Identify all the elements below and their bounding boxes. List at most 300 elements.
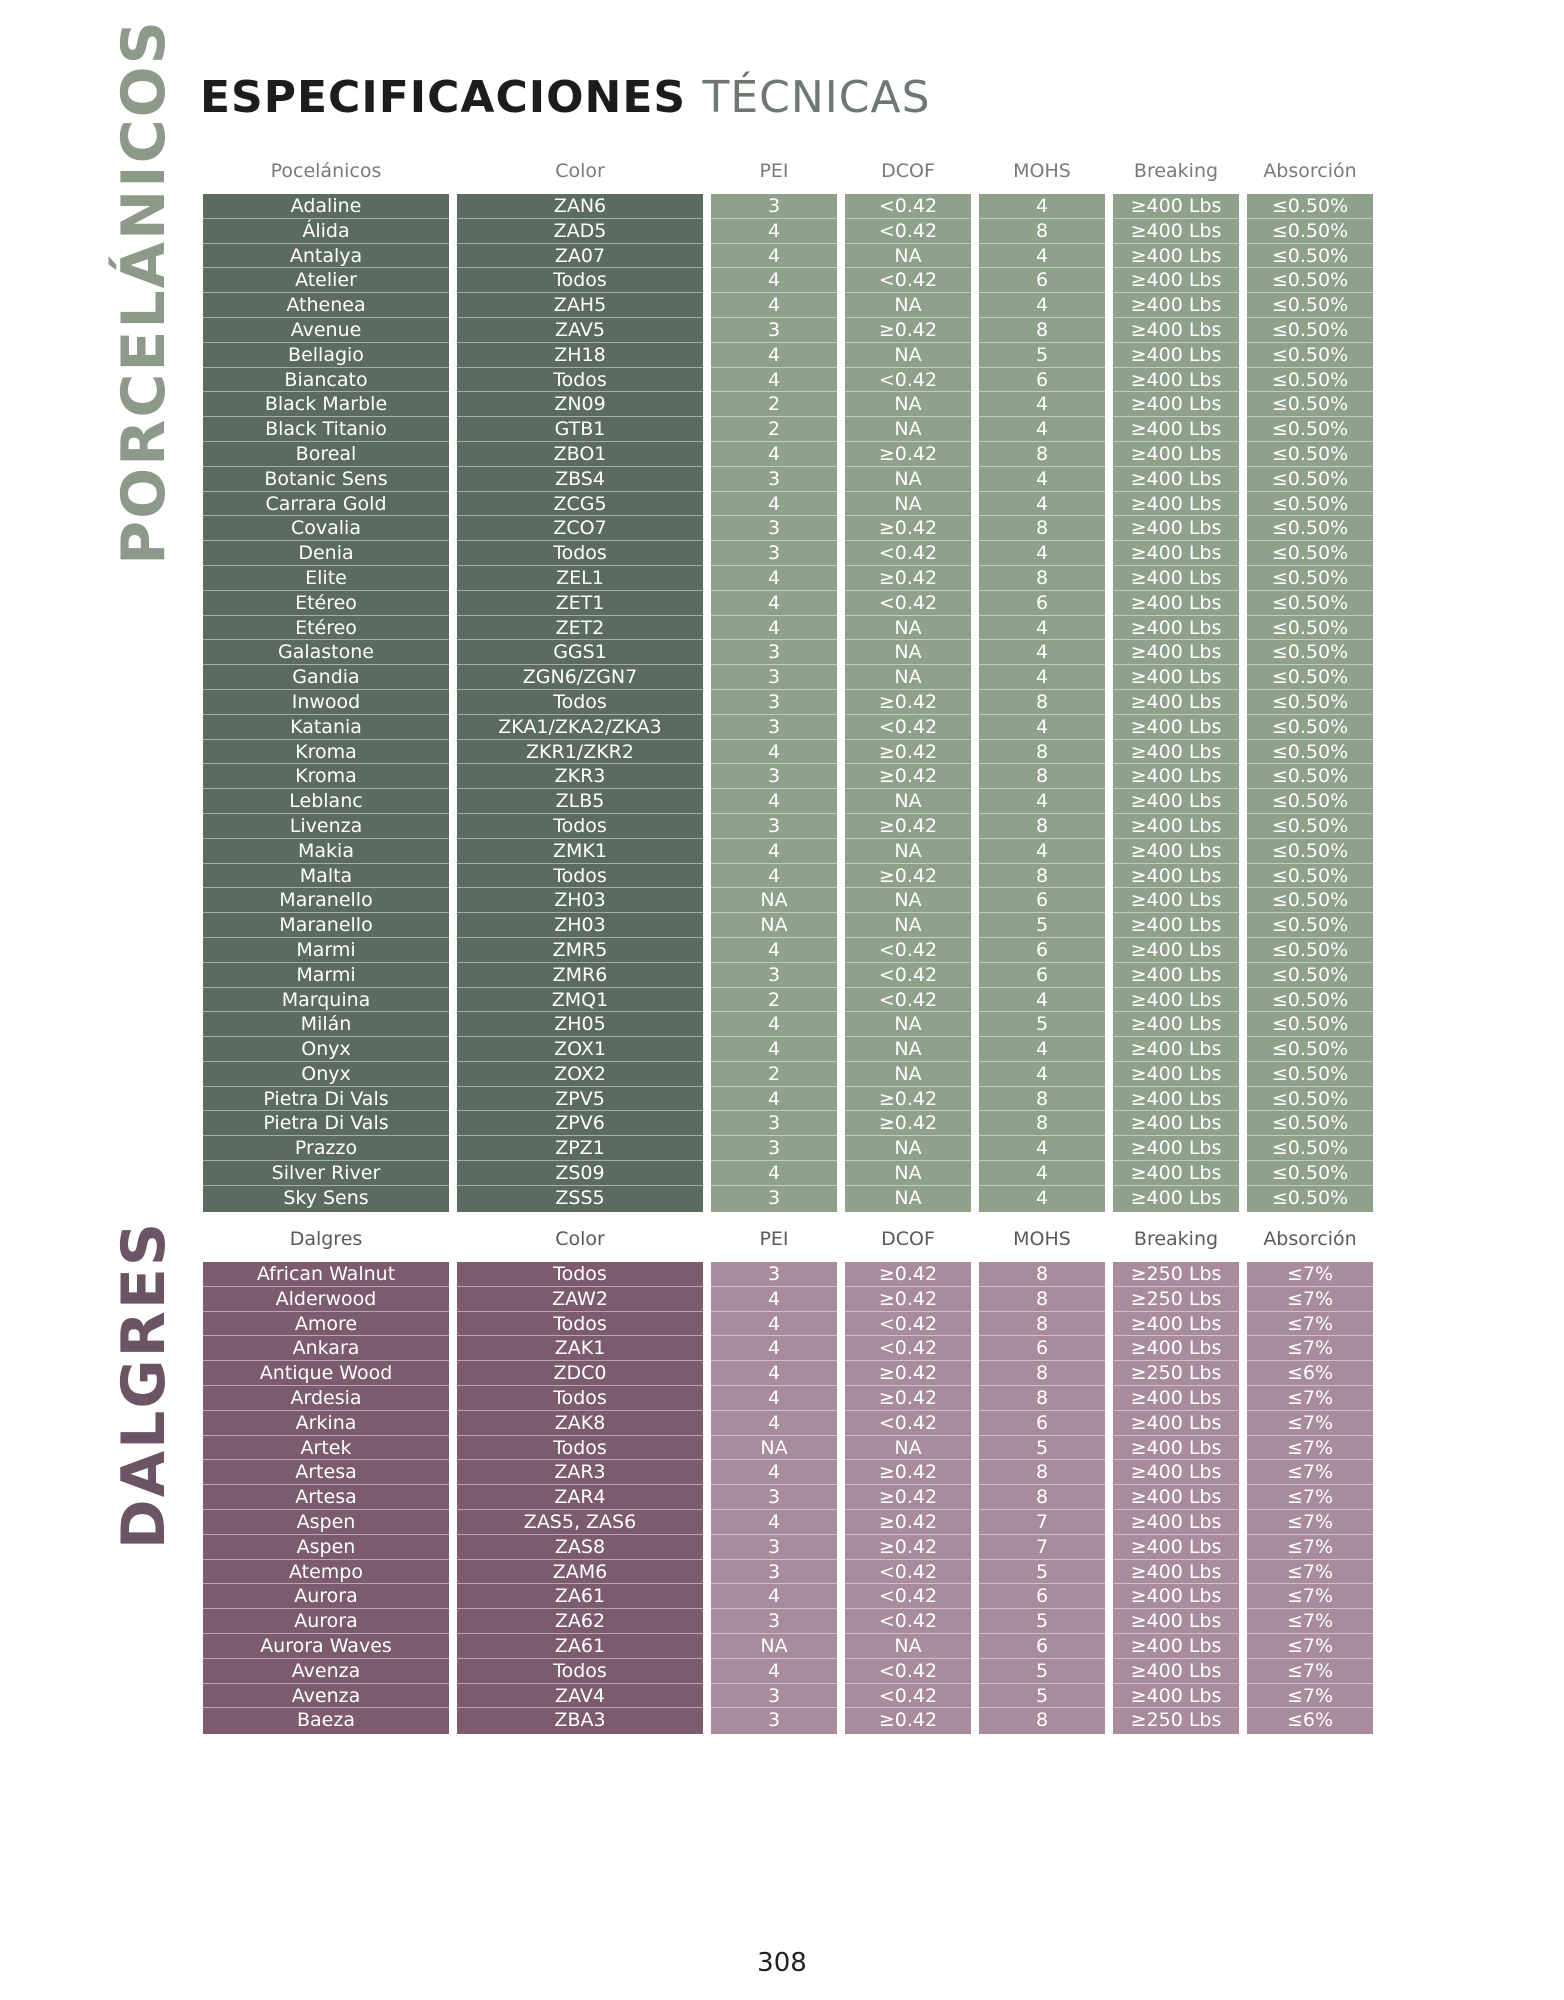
cell-absorcion: ≤7% [1247,1584,1373,1609]
cell-breaking: ≥400 Lbs [1113,516,1239,541]
cell-breaking: ≥400 Lbs [1113,1560,1239,1585]
cell-color: ZAK1 [457,1336,703,1361]
cell-name: Prazzo [203,1136,449,1161]
cell-breaking: ≥400 Lbs [1113,343,1239,368]
cell-name: Kroma [203,764,449,789]
cell-dcof: NA [845,1161,971,1186]
cell-color: Todos [457,268,703,293]
cell-pei: 4 [711,368,837,393]
table-row [203,318,1381,343]
column-header-mohs: MOHS [1013,1228,1071,1250]
cell-dcof: <0.42 [845,1336,971,1361]
cell-name: Leblanc [203,789,449,814]
cell-pei: 3 [711,541,837,566]
cell-absorcion: ≤0.50% [1247,268,1373,293]
cell-breaking: ≥400 Lbs [1113,318,1239,343]
cell-dcof: ≥0.42 [845,764,971,789]
table-row [203,740,1381,765]
cell-dcof: NA [845,293,971,318]
dalgres-side-label: DALGRES [109,1220,179,1550]
cell-mohs: 8 [979,318,1105,343]
page-title [200,72,931,123]
cell-color: ZBO1 [457,442,703,467]
cell-color: ZPV5 [457,1087,703,1112]
cell-dcof: <0.42 [845,268,971,293]
cell-dcof: NA [845,392,971,417]
cell-color: ZSS5 [457,1186,703,1212]
cell-color: ZAH5 [457,293,703,318]
cell-pei: NA [711,913,837,938]
cell-breaking: ≥400 Lbs [1113,814,1239,839]
dalgres-rows [203,1262,1381,1733]
cell-absorcion: ≤0.50% [1247,244,1373,269]
cell-breaking: ≥400 Lbs [1113,988,1239,1013]
cell-dcof: ≥0.42 [845,1386,971,1411]
cell-dcof: NA [845,913,971,938]
cell-pei: 4 [711,343,837,368]
cell-pei: 4 [711,938,837,963]
table-row [203,566,1381,591]
cell-color: ZH03 [457,913,703,938]
cell-name: Galastone [203,640,449,665]
cell-mohs: 5 [979,1560,1105,1585]
cell-absorcion: ≤0.50% [1247,640,1373,665]
cell-color: Todos [457,1262,703,1287]
cell-breaking: ≥400 Lbs [1113,864,1239,889]
cell-absorcion: ≤0.50% [1247,715,1373,740]
cell-mohs: 4 [979,665,1105,690]
column-header-pei: PEI [759,1228,789,1250]
table-row [203,1708,1381,1733]
cell-pei: 4 [711,1037,837,1062]
table-row [203,1361,1381,1386]
table-row [203,640,1381,665]
table-row [203,1186,1381,1211]
cell-dcof: NA [845,1062,971,1087]
cell-dcof: ≥0.42 [845,1287,971,1312]
cell-absorcion: ≤7% [1247,1336,1373,1361]
cell-absorcion: ≤0.50% [1247,392,1373,417]
table-row [203,343,1381,368]
cell-name: Onyx [203,1062,449,1087]
cell-name: Ankara [203,1336,449,1361]
cell-absorcion: ≤0.50% [1247,888,1373,913]
column-header-dcof: DCOF [881,160,935,182]
cell-dcof: <0.42 [845,194,971,219]
cell-color: ZKA1/ZKA2/ZKA3 [457,715,703,740]
table-row [203,1411,1381,1436]
cell-dcof: ≥0.42 [845,1708,971,1734]
cell-color: Todos [457,1436,703,1461]
cell-color: ZOX1 [457,1037,703,1062]
cell-absorcion: ≤0.50% [1247,740,1373,765]
cell-mohs: 8 [979,1312,1105,1337]
cell-breaking: ≥400 Lbs [1113,1634,1239,1659]
cell-dcof: <0.42 [845,1312,971,1337]
cell-absorcion: ≤0.50% [1247,343,1373,368]
cell-name: Avenza [203,1659,449,1684]
cell-dcof: ≥0.42 [845,318,971,343]
table-row [203,392,1381,417]
cell-pei: 4 [711,740,837,765]
cell-pei: 2 [711,1062,837,1087]
cell-mohs: 6 [979,938,1105,963]
cell-dcof: ≥0.42 [845,1460,971,1485]
cell-color: ZH05 [457,1012,703,1037]
cell-dcof: NA [845,343,971,368]
table-row [203,913,1381,938]
cell-absorcion: ≤0.50% [1247,839,1373,864]
cell-breaking: ≥400 Lbs [1113,194,1239,219]
cell-dcof: NA [845,665,971,690]
cell-name: Pietra Di Vals [203,1087,449,1112]
cell-absorcion: ≤7% [1247,1609,1373,1634]
dalgres-table [203,1218,1381,1733]
cell-pei: 4 [711,864,837,889]
cell-breaking: ≥400 Lbs [1113,1087,1239,1112]
cell-breaking: ≥400 Lbs [1113,492,1239,517]
cell-dcof: ≥0.42 [845,690,971,715]
cell-absorcion: ≤0.50% [1247,368,1373,393]
cell-absorcion: ≤0.50% [1247,988,1373,1013]
cell-color: ZAV4 [457,1684,703,1709]
cell-breaking: ≥400 Lbs [1113,1161,1239,1186]
table-row [203,293,1381,318]
cell-color: ZBA3 [457,1708,703,1734]
cell-name: Aspen [203,1535,449,1560]
cell-mohs: 5 [979,1012,1105,1037]
cell-pei: 3 [711,194,837,219]
cell-color: ZA62 [457,1609,703,1634]
table-row [203,1584,1381,1609]
cell-pei: 4 [711,1510,837,1535]
cell-breaking: ≥400 Lbs [1113,1684,1239,1709]
cell-pei: 4 [711,244,837,269]
cell-pei: 3 [711,1560,837,1585]
cell-pei: 4 [711,566,837,591]
cell-mohs: 8 [979,1111,1105,1136]
cell-absorcion: ≤0.50% [1247,616,1373,641]
cell-dcof: NA [845,1186,971,1212]
cell-color: Todos [457,864,703,889]
table-row [203,442,1381,467]
cell-absorcion: ≤0.50% [1247,1111,1373,1136]
cell-breaking: ≥400 Lbs [1113,1136,1239,1161]
cell-absorcion: ≤0.50% [1247,764,1373,789]
cell-dcof: NA [845,839,971,864]
cell-pei: 4 [711,1312,837,1337]
cell-pei: 4 [711,1361,837,1386]
cell-breaking: ≥400 Lbs [1113,1386,1239,1411]
cell-mohs: 5 [979,343,1105,368]
cell-pei: 3 [711,814,837,839]
cell-breaking: ≥400 Lbs [1113,1535,1239,1560]
table-row [203,1062,1381,1087]
cell-dcof: NA [845,1012,971,1037]
cell-name: Kroma [203,740,449,765]
cell-dcof: ≥0.42 [845,1111,971,1136]
cell-name: Amore [203,1312,449,1337]
cell-name: Aspen [203,1510,449,1535]
cell-breaking: ≥400 Lbs [1113,293,1239,318]
cell-absorcion: ≤0.50% [1247,417,1373,442]
cell-absorcion: ≤6% [1247,1708,1373,1734]
column-header-name: Pocelánicos [270,160,382,182]
cell-color: ZH03 [457,888,703,913]
cell-pei: 3 [711,1111,837,1136]
cell-absorcion: ≤0.50% [1247,1186,1373,1212]
cell-color: ZPZ1 [457,1136,703,1161]
cell-name: Artesa [203,1460,449,1485]
cell-mohs: 8 [979,1087,1105,1112]
cell-breaking: ≥400 Lbs [1113,1312,1239,1337]
cell-dcof: ≥0.42 [845,566,971,591]
cell-mohs: 6 [979,1584,1105,1609]
cell-mohs: 8 [979,442,1105,467]
cell-mohs: 5 [979,1436,1105,1461]
cell-mohs: 8 [979,740,1105,765]
cell-color: ZKR3 [457,764,703,789]
cell-dcof: NA [845,1037,971,1062]
porcelanicos-header-row [203,150,1381,192]
cell-dcof: <0.42 [845,219,971,244]
cell-pei: 3 [711,640,837,665]
table-row [203,963,1381,988]
cell-pei: 3 [711,1535,837,1560]
cell-pei: 3 [711,665,837,690]
cell-breaking: ≥400 Lbs [1113,1336,1239,1361]
table-row [203,1436,1381,1461]
cell-mohs: 4 [979,1062,1105,1087]
cell-color: ZAR4 [457,1485,703,1510]
cell-color: ZET2 [457,616,703,641]
cell-breaking: ≥250 Lbs [1113,1708,1239,1734]
cell-name: Marmi [203,938,449,963]
cell-dcof: ≥0.42 [845,864,971,889]
cell-color: Todos [457,1386,703,1411]
cell-pei: 4 [711,1336,837,1361]
table-row [203,988,1381,1013]
cell-mohs: 6 [979,963,1105,988]
cell-breaking: ≥400 Lbs [1113,740,1239,765]
cell-name: Arkina [203,1411,449,1436]
cell-pei: 2 [711,417,837,442]
cell-name: Avenza [203,1684,449,1709]
cell-name: Denia [203,541,449,566]
cell-name: Botanic Sens [203,467,449,492]
table-row [203,1485,1381,1510]
cell-pei: 4 [711,1287,837,1312]
cell-absorcion: ≤0.50% [1247,442,1373,467]
cell-color: ZDC0 [457,1361,703,1386]
cell-breaking: ≥400 Lbs [1113,1510,1239,1535]
cell-breaking: ≥400 Lbs [1113,640,1239,665]
cell-mohs: 6 [979,368,1105,393]
table-row [203,1087,1381,1112]
cell-dcof: ≥0.42 [845,516,971,541]
cell-mohs: 4 [979,417,1105,442]
cell-pei: 4 [711,1460,837,1485]
table-row [203,268,1381,293]
cell-breaking: ≥400 Lbs [1113,1411,1239,1436]
cell-dcof: <0.42 [845,541,971,566]
cell-mohs: 8 [979,690,1105,715]
cell-breaking: ≥250 Lbs [1113,1361,1239,1386]
cell-color: ZBS4 [457,467,703,492]
cell-mohs: 7 [979,1535,1105,1560]
table-row [203,665,1381,690]
cell-mohs: 4 [979,244,1105,269]
cell-name: Marmi [203,963,449,988]
cell-absorcion: ≤7% [1247,1411,1373,1436]
cell-pei: 3 [711,1262,837,1287]
cell-mohs: 5 [979,913,1105,938]
title-part-1: ESPECIFICACIONES [200,72,687,123]
cell-breaking: ≥250 Lbs [1113,1262,1239,1287]
table-row [203,1012,1381,1037]
cell-absorcion: ≤0.50% [1247,913,1373,938]
cell-dcof: NA [845,1634,971,1659]
cell-absorcion: ≤0.50% [1247,1037,1373,1062]
cell-mohs: 4 [979,640,1105,665]
cell-mohs: 8 [979,864,1105,889]
table-row [203,839,1381,864]
table-row [203,1460,1381,1485]
cell-pei: 4 [711,789,837,814]
cell-dcof: <0.42 [845,1560,971,1585]
cell-dcof: NA [845,1136,971,1161]
column-header-mohs: MOHS [1013,160,1071,182]
cell-mohs: 4 [979,839,1105,864]
cell-pei: 4 [711,1012,837,1037]
cell-color: ZPV6 [457,1111,703,1136]
cell-breaking: ≥400 Lbs [1113,839,1239,864]
cell-color: ZKR1/ZKR2 [457,740,703,765]
cell-dcof: <0.42 [845,988,971,1013]
cell-pei: 4 [711,839,837,864]
cell-color: ZAD5 [457,219,703,244]
cell-name: Elite [203,566,449,591]
table-row [203,1262,1381,1287]
cell-pei: 3 [711,1136,837,1161]
cell-name: Etéreo [203,591,449,616]
cell-color: ZMR6 [457,963,703,988]
table-row [203,516,1381,541]
cell-mohs: 7 [979,1510,1105,1535]
cell-absorcion: ≤7% [1247,1312,1373,1337]
cell-mohs: 4 [979,467,1105,492]
cell-dcof: <0.42 [845,938,971,963]
cell-absorcion: ≤0.50% [1247,864,1373,889]
cell-absorcion: ≤7% [1247,1386,1373,1411]
cell-mohs: 4 [979,194,1105,219]
page-number: 308 [757,1948,807,1978]
cell-color: GTB1 [457,417,703,442]
cell-breaking: ≥400 Lbs [1113,715,1239,740]
cell-breaking: ≥400 Lbs [1113,764,1239,789]
cell-absorcion: ≤7% [1247,1510,1373,1535]
cell-breaking: ≥400 Lbs [1113,1460,1239,1485]
cell-color: Todos [457,814,703,839]
cell-dcof: ≥0.42 [845,442,971,467]
cell-dcof: NA [845,492,971,517]
cell-pei: NA [711,1634,837,1659]
cell-name: Baeza [203,1708,449,1734]
table-row [203,938,1381,963]
cell-breaking: ≥400 Lbs [1113,244,1239,269]
cell-name: Black Marble [203,392,449,417]
cell-mohs: 8 [979,566,1105,591]
cell-mohs: 4 [979,541,1105,566]
table-row [203,715,1381,740]
cell-mohs: 4 [979,715,1105,740]
cell-dcof: NA [845,616,971,641]
cell-name: Aurora [203,1584,449,1609]
cell-name: Milán [203,1012,449,1037]
table-row [203,1287,1381,1312]
cell-breaking: ≥400 Lbs [1113,392,1239,417]
cell-color: ZAM6 [457,1560,703,1585]
cell-pei: 2 [711,392,837,417]
cell-dcof: <0.42 [845,368,971,393]
cell-absorcion: ≤0.50% [1247,194,1373,219]
cell-name: Katania [203,715,449,740]
column-header-breaking: Breaking [1133,160,1219,182]
column-header-dcof: DCOF [881,1228,935,1250]
cell-absorcion: ≤0.50% [1247,1136,1373,1161]
cell-mohs: 8 [979,1386,1105,1411]
cell-pei: NA [711,888,837,913]
cell-name: Atelier [203,268,449,293]
cell-name: Artesa [203,1485,449,1510]
cell-dcof: <0.42 [845,1584,971,1609]
porcelanicos-rows [203,194,1381,1211]
cell-absorcion: ≤7% [1247,1659,1373,1684]
cell-dcof: ≥0.42 [845,1535,971,1560]
table-row [203,1312,1381,1337]
cell-mohs: 8 [979,1485,1105,1510]
cell-breaking: ≥400 Lbs [1113,616,1239,641]
cell-name: Silver River [203,1161,449,1186]
cell-absorcion: ≤0.50% [1247,1161,1373,1186]
cell-absorcion: ≤7% [1247,1262,1373,1287]
cell-pei: 4 [711,1411,837,1436]
cell-absorcion: ≤0.50% [1247,566,1373,591]
cell-name: Etéreo [203,616,449,641]
cell-name: Antique Wood [203,1361,449,1386]
cell-mohs: 6 [979,1634,1105,1659]
cell-color: ZEL1 [457,566,703,591]
cell-name: African Walnut [203,1262,449,1287]
cell-name: Biancato [203,368,449,393]
cell-name: Álida [203,219,449,244]
column-header-absorcion: Absorción [1263,160,1357,182]
cell-name: Ardesia [203,1386,449,1411]
cell-color: ZAS5, ZAS6 [457,1510,703,1535]
cell-breaking: ≥400 Lbs [1113,442,1239,467]
table-row [203,194,1381,219]
cell-color: ZA61 [457,1634,703,1659]
cell-absorcion: ≤7% [1247,1485,1373,1510]
cell-name: Boreal [203,442,449,467]
cell-breaking: ≥400 Lbs [1113,1037,1239,1062]
cell-pei: 4 [711,1659,837,1684]
table-row [203,764,1381,789]
cell-absorcion: ≤0.50% [1247,938,1373,963]
cell-absorcion: ≤7% [1247,1684,1373,1709]
cell-mohs: 8 [979,1361,1105,1386]
table-row [203,591,1381,616]
